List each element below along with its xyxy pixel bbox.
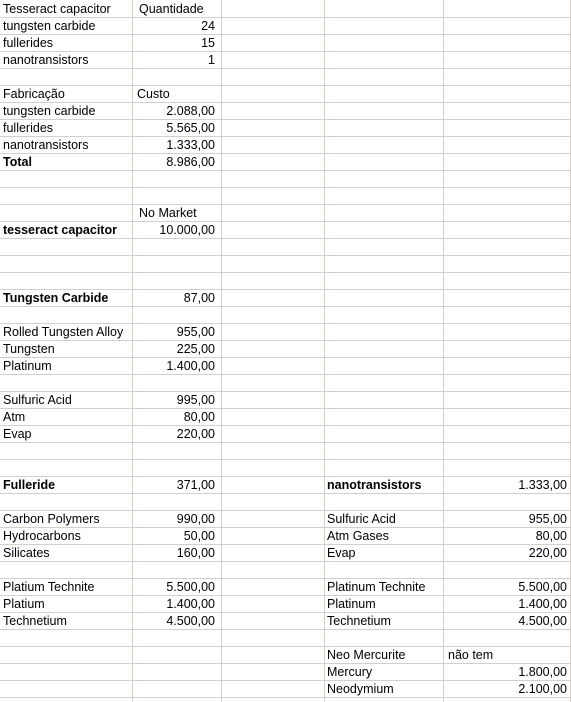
- cell-label[interactable]: Rolled Tungsten Alloy: [3, 325, 124, 339]
- cell-value[interactable]: 990,00: [176, 512, 215, 526]
- sheet-row: [0, 681, 571, 698]
- cell-value[interactable]: 4.500,00: [518, 614, 567, 628]
- cell-value[interactable]: 50,00: [183, 529, 215, 543]
- sheet-row: [0, 222, 571, 239]
- cell-value[interactable]: 2.088,00: [166, 104, 215, 118]
- sheet-row: [0, 562, 571, 579]
- cell-value[interactable]: 220,00: [528, 546, 567, 560]
- sheet-row: [0, 613, 571, 630]
- sheet-row: [0, 460, 571, 477]
- cell-label[interactable]: nanotransistors: [3, 53, 89, 67]
- sheet-row: [0, 18, 571, 35]
- sheet-row: [0, 409, 571, 426]
- sheet-row: [0, 630, 571, 647]
- cell-value[interactable]: 160,00: [176, 546, 215, 560]
- cell-nanotransistors-label[interactable]: nanotransistors: [327, 478, 422, 492]
- cell-label[interactable]: tungsten carbide: [3, 104, 96, 118]
- sheet-row: [0, 35, 571, 52]
- sheet-row: [0, 154, 571, 171]
- cell-value[interactable]: 955,00: [176, 325, 215, 339]
- cell-label[interactable]: Atm: [3, 410, 26, 424]
- cell-value[interactable]: 955,00: [528, 512, 567, 526]
- cell-label[interactable]: Platium Technite: [3, 580, 95, 594]
- cell-value[interactable]: 1.400,00: [166, 597, 215, 611]
- cell-market-header[interactable]: No Market: [139, 206, 197, 220]
- cell-label[interactable]: Technetium: [327, 614, 391, 628]
- sheet-row: [0, 205, 571, 222]
- sheet-row: [0, 256, 571, 273]
- cell-value[interactable]: 5.565,00: [166, 121, 215, 135]
- sheet-row: [0, 426, 571, 443]
- cell-label[interactable]: Platinum Technite: [327, 580, 426, 594]
- sheet-row: [0, 358, 571, 375]
- sheet-row: [0, 596, 571, 613]
- sheet-row: [0, 290, 571, 307]
- cell-value[interactable]: 15: [201, 36, 215, 50]
- sheet-row: [0, 341, 571, 358]
- sheet-row: [0, 477, 571, 494]
- cell-label[interactable]: Tungsten: [3, 342, 55, 356]
- cell-value[interactable]: 24: [201, 19, 215, 33]
- cell-value[interactable]: 1.333,00: [166, 138, 215, 152]
- cell-tungsten-carbide-value[interactable]: 87,00: [183, 291, 215, 305]
- sheet-row: [0, 1, 571, 18]
- sheet-row: [0, 511, 571, 528]
- sheet-row: [0, 69, 571, 86]
- cell-label[interactable]: Atm Gases: [327, 529, 389, 543]
- sheet-row: [0, 528, 571, 545]
- cell-label[interactable]: nanotransistors: [3, 138, 89, 152]
- cell-value[interactable]: 1.400,00: [518, 597, 567, 611]
- sheet-row: [0, 52, 571, 69]
- cell-label[interactable]: Neodymium: [327, 682, 394, 696]
- sheet-row: [0, 647, 571, 664]
- cell-market-label[interactable]: tesseract capacitor: [3, 223, 117, 237]
- sheet-row: [0, 171, 571, 188]
- sheet-row: [0, 579, 571, 596]
- cell-fabrication-value[interactable]: Custo: [137, 87, 170, 101]
- cell-value[interactable]: 2.100,00: [518, 682, 567, 696]
- cell-label[interactable]: fullerides: [3, 121, 54, 135]
- cell-label[interactable]: Evap: [327, 546, 356, 560]
- cell-label[interactable]: Sulfuric Acid: [3, 393, 72, 407]
- cell-label[interactable]: Carbon Polymers: [3, 512, 100, 526]
- sheet-row: [0, 239, 571, 256]
- sheet-row: [0, 86, 571, 103]
- sheet-row: [0, 494, 571, 511]
- sheet-row: [0, 137, 571, 154]
- cell-label[interactable]: Silicates: [3, 546, 50, 560]
- sheet-row: [0, 324, 571, 341]
- sheet-row: [0, 664, 571, 681]
- cell-label[interactable]: fullerides: [3, 36, 54, 50]
- cell-label[interactable]: Technetium: [3, 614, 67, 628]
- cell-value[interactable]: 220,00: [176, 427, 215, 441]
- cell-value[interactable]: 225,00: [176, 342, 215, 356]
- cell-label[interactable]: Platinum: [327, 597, 376, 611]
- cell-value[interactable]: 5.500,00: [166, 580, 215, 594]
- cell-value[interactable]: 1.800,00: [518, 665, 567, 679]
- cell-label[interactable]: Platinum: [3, 359, 52, 373]
- cell-label[interactable]: Sulfuric Acid: [327, 512, 396, 526]
- cell-market-value[interactable]: 10.000,00: [159, 223, 215, 237]
- cell-value[interactable]: 1: [208, 53, 215, 67]
- sheet-row: [0, 375, 571, 392]
- sheet-row: [0, 443, 571, 460]
- cell-fabrication-label[interactable]: Fabricação: [3, 87, 65, 101]
- cell-nanotransistors-value[interactable]: 1.333,00: [518, 478, 567, 492]
- sheet-row: [0, 307, 571, 324]
- cell-value[interactable]: 5.500,00: [518, 580, 567, 594]
- sheet-row: [0, 392, 571, 409]
- sheet-row: [0, 103, 571, 120]
- cell-header-label[interactable]: Tesseract capacitor: [3, 2, 111, 16]
- cell-label[interactable]: Platium: [3, 597, 45, 611]
- cell-fulleride-value[interactable]: 371,00: [176, 478, 215, 492]
- cell-neo-label[interactable]: Neo Mercurite: [327, 648, 406, 662]
- sheet-row: [0, 273, 571, 290]
- sheet-row: [0, 120, 571, 137]
- sheet-row: [0, 545, 571, 562]
- cell-neo-value[interactable]: não tem: [448, 648, 494, 662]
- cell-header-value[interactable]: Quantidade: [139, 2, 204, 16]
- sheet-row: [0, 188, 571, 205]
- cell-value[interactable]: 995,00: [176, 393, 215, 407]
- cell-total-label[interactable]: Total: [3, 155, 32, 169]
- cell-fulleride-label[interactable]: Fulleride: [3, 478, 56, 492]
- cell-tungsten-carbide-label[interactable]: Tungsten Carbide: [3, 291, 109, 305]
- cell-value[interactable]: 4.500,00: [166, 614, 215, 628]
- cell-label[interactable]: Evap: [3, 427, 32, 441]
- cell-label[interactable]: Hydrocarbons: [3, 529, 81, 543]
- cell-total-value[interactable]: 8.986,00: [166, 155, 215, 169]
- cell-value[interactable]: 80,00: [535, 529, 567, 543]
- cell-label[interactable]: tungsten carbide: [3, 19, 96, 33]
- cell-value[interactable]: 1.400,00: [166, 359, 215, 373]
- cell-value[interactable]: 80,00: [183, 410, 215, 424]
- cell-label[interactable]: Mercury: [327, 665, 373, 679]
